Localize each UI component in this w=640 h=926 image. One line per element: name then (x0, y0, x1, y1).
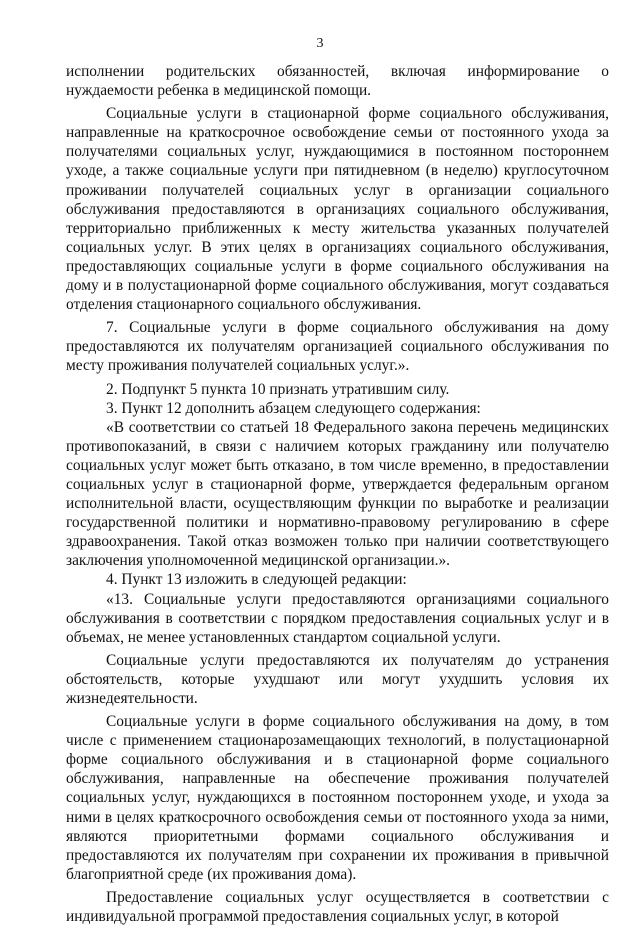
paragraph-amendment-3: 3. Пункт 12 дополнить абзацем следующего содержания: (106, 399, 481, 417)
page-number: 3 (316, 36, 324, 51)
paragraph-duration: Социальные услуги предоставляются их получателям до устранения обстоятельств, которые ухудшают или могут ухудшить условия их жизнедеятельности. (66, 651, 609, 707)
paragraph-amendment-4: 4. Пункт 13 изложить в следующей редакции: (106, 571, 407, 589)
paragraph-item-13: «13. Социальные услуги предоставляются организациями социального обслуживания в соответствии с порядком предоставления социальных услуг и в объемах, не менее установленных стандартом социальной услуги. (66, 590, 609, 646)
paragraph-stationary-services: Социальные услуги в стационарной форме социального обслуживания, направленные на краткосрочное освобождение семьи от постоянного ухода за получателями социальных услуг, нуждающимися в постоянном постороннем уходе, а также социальные услуги при пятидневном (в неделю) круглосуточном проживании получателей социальных услуг в организации социального обслуживания предоставляются в организациях социального обслуживания, территориально приближенных к месту жительства указанных получателей социальных услуг. В этих целях в организациях социального обслуживания, предоставляющих социальные услуги в форме социального обслуживания на дому и в полустационарной форме социального обслуживания, могут создаваться отделения стационарного социального обслуживания. (66, 105, 609, 314)
paragraph-amendment-2: 2. Подпункт 5 пункта 10 признать утратившим силу. (106, 380, 450, 398)
paragraph-item-7: 7. Социальные услуги в форме социального обслуживания на дому предоставляются их получателям организацией социального обслуживания по месту проживания получателей социальных услуг.». (66, 319, 609, 375)
paragraph-contraindications: «В соответствии со статьей 18 Федерального закона перечень медицинских противопоказаний, в связи с наличием которых гражданину или получателю социальных услуг может быть отказано, в том числе временно, в предоставлении социальных услуг в стационарной форме, утверждается федеральным органом исполнительной власти, осуществляющим функции по выработке и реализации государственной политики и нормативно-правовому регулированию в сфере здравоохранения. Такой отказ возможен только при наличии соответствующего заключения уполномоченной медицинской организации.». (66, 418, 609, 570)
paragraph-continuation: исполнении родительских обязанностей, включая информирование о нуждаемости ребенка в медицинской помощи. (66, 63, 609, 100)
paragraph-priority-forms: Социальные услуги в форме социального обслуживания на дому, в том числе с применением стационарозамещающих технологий, в полустационарной форме социального обслуживания и в стационарной форме социального обслуживания, направленные на обеспечение проживания получателей социальных услуг, нуждающихся в постоянном постороннем уходе, и ухода за ними в целях краткосрочного освобождения семьи от постоянного ухода за ними, являются приоритетными формами социального обслуживания и предоставляются их получателям при сохранении их проживания в привычной благоприятной среде (их проживания дома). (66, 713, 609, 883)
paragraph-individual-program: Предоставление социальных услуг осуществляется в соответствии с индивидуальной программой предоставления социальных услуг, в которой (66, 888, 609, 926)
document-body (66, 62, 609, 926)
